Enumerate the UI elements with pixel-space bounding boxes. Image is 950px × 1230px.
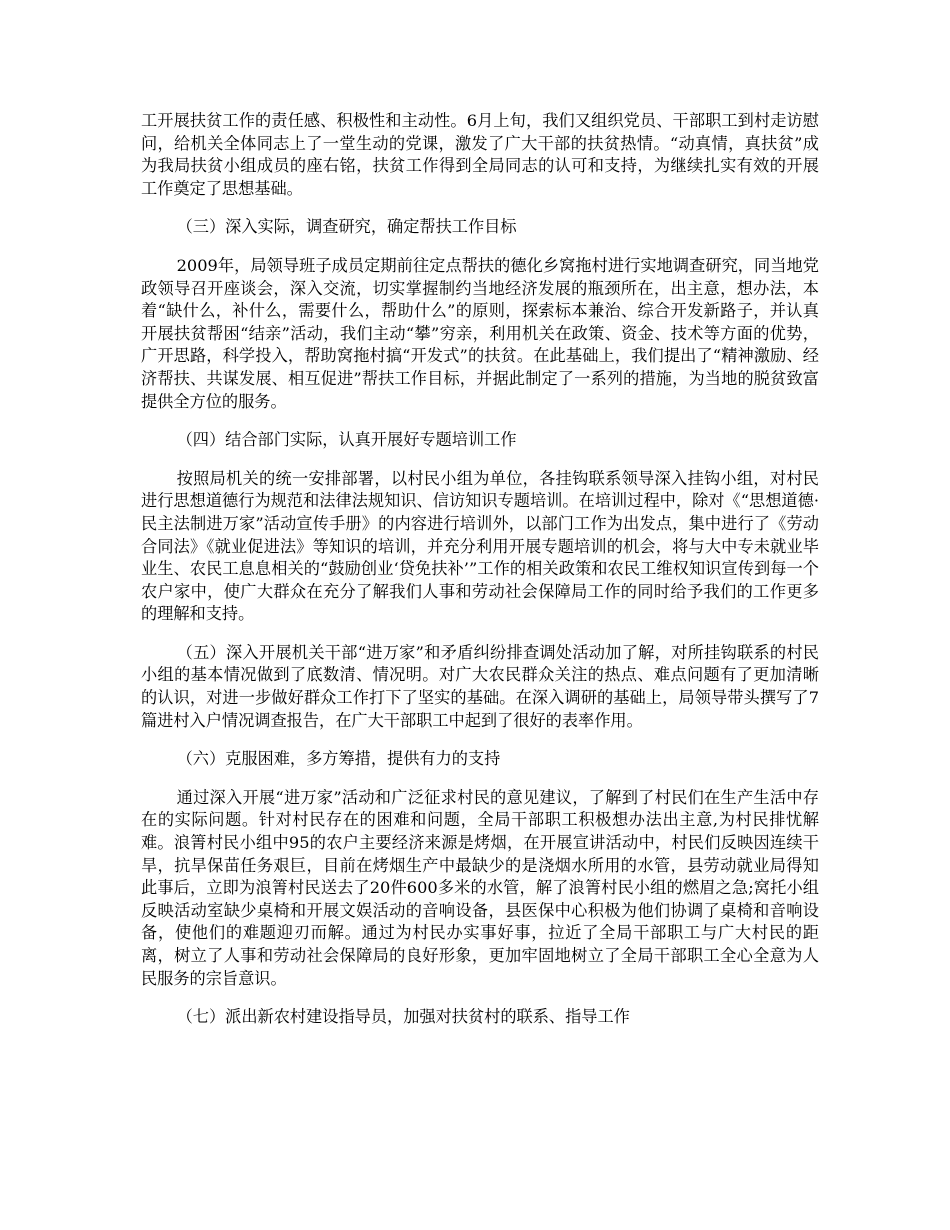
section-heading-4: （四）结合部门实际，认真开展好专题培训工作 — [176, 430, 517, 450]
paragraph-section-5: （五）深入开展机关干部“进万家”和矛盾纠纷排查调处活动加了解，对所挂钩联系的村民小组的基本情况做到了底数清、情况明。对广大农民群众关注的热点、难点问题有了更加清晰的认识，对进一步做好群众工作打下了坚实的基础。在深入调研的基础上，局领导带头撰写了7篇进村入户情况调查报告，在广大干部职工中起到了很好的表率作用。 — [141, 642, 819, 730]
paragraph-section-6: 通过深入开展“进万家”活动和广泛征求村民的意见建议，了解到了村民们在生产生活中存在的实际问题。针对村民存在的困难和问题，全局干部职工积极想办法出主意,为村民排忧解难。浪箐村民小组中95的农户主要经济来源是烤烟，在开展宣讲活动中，村民们反映因连续干旱，抗旱保苗任务艰巨，目前在烤烟生产中最缺少的是浇烟水所用的水管，县劳动就业局得知此事后，立即为浪箐村民送去了20件600多米的水管，解了浪箐村民小组的燃眉之急;窝托小组反映活动室缺少桌椅和开展文娱活动的音响设备，县医保中心积极为他们协调了桌椅和音响设备，使他们的难题迎刃而解。通过为村民办实事好事，拉近了全局干部职工与广大村民的距离，树立了人事和劳动社会保障局的良好形象，更加牢固地树立了全局干部职工全心全意为人民服务的宗旨意识。 — [141, 787, 819, 988]
paragraph-section-4: 按照局机关的统一安排部署，以村民小组为单位，各挂钩联系领导深入挂钩小组，对村民进行思想道德行为规范和法律法规知识、信访知识专题培训。在培训过程中，除对《“思想道德·民主法制进万家”活动宣传手册》的内容进行培训外，以部门工作为出发点，集中进行了《劳动合同法》《就业促进法》等知识的培训，并充分利用开展专题培训的机会，将与大中专未就业毕业生、农民工息息相关的“鼓励创业‘贷免扶补’”工作的相关政策和农民工维权知识宣传到每一个农户家中，使广大群众在充分了解我们人事和劳动社会保障局工作的同时给予我们的工作更多的理解和支持。 — [141, 468, 819, 624]
section-heading-7: （七）派出新农村建设指导员，加强对扶贫村的联系、指导工作 — [176, 1007, 630, 1027]
paragraph-section-3: 2009年，局领导班子成员定期前往定点帮扶的德化乡窝拖村进行实地调查研究，同当地党政领导召开座谈会，深入交流，切实掌握制约当地经济发展的瓶颈所在，出主意，想办法，本着“缺什么，补什么，需要什么，帮助什么”的原则，探索标本兼治、综合开发新路子，并认真开展扶贫帮困“结亲”活动，我们主动“攀”穷亲，利用机关在政策、资金、技术等方面的优势，广开思路，科学投入，帮助窝拖村搞“开发式”的扶贫。在此基础上，我们提出了“精神激励、经济帮扶、共谋发展、相互促进”帮扶工作目标，并据此制定了一系列的措施，为当地的脱贫致富提供全方位的服务。 — [141, 255, 819, 411]
section-heading-3: （三）深入实际，调查研究，确定帮扶工作目标 — [176, 217, 517, 237]
section-heading-6: （六）克服困难，多方筹措，提供有力的支持 — [176, 749, 501, 769]
paragraph-continued: 工开展扶贫工作的责任感、积极性和主动性。6月上旬，我们又组织党员、干部职工到村走访慰问，给机关全体同志上了一堂生动的党课，激发了广大干部的扶贫热情。“动真情，真扶贫”成为我局扶贫小组成员的座右铭，扶贫工作得到全局同志的认可和支持，为继续扎实有效的开展工作奠定了思想基础。 — [141, 111, 819, 198]
document-page — [141, 110, 819, 1029]
